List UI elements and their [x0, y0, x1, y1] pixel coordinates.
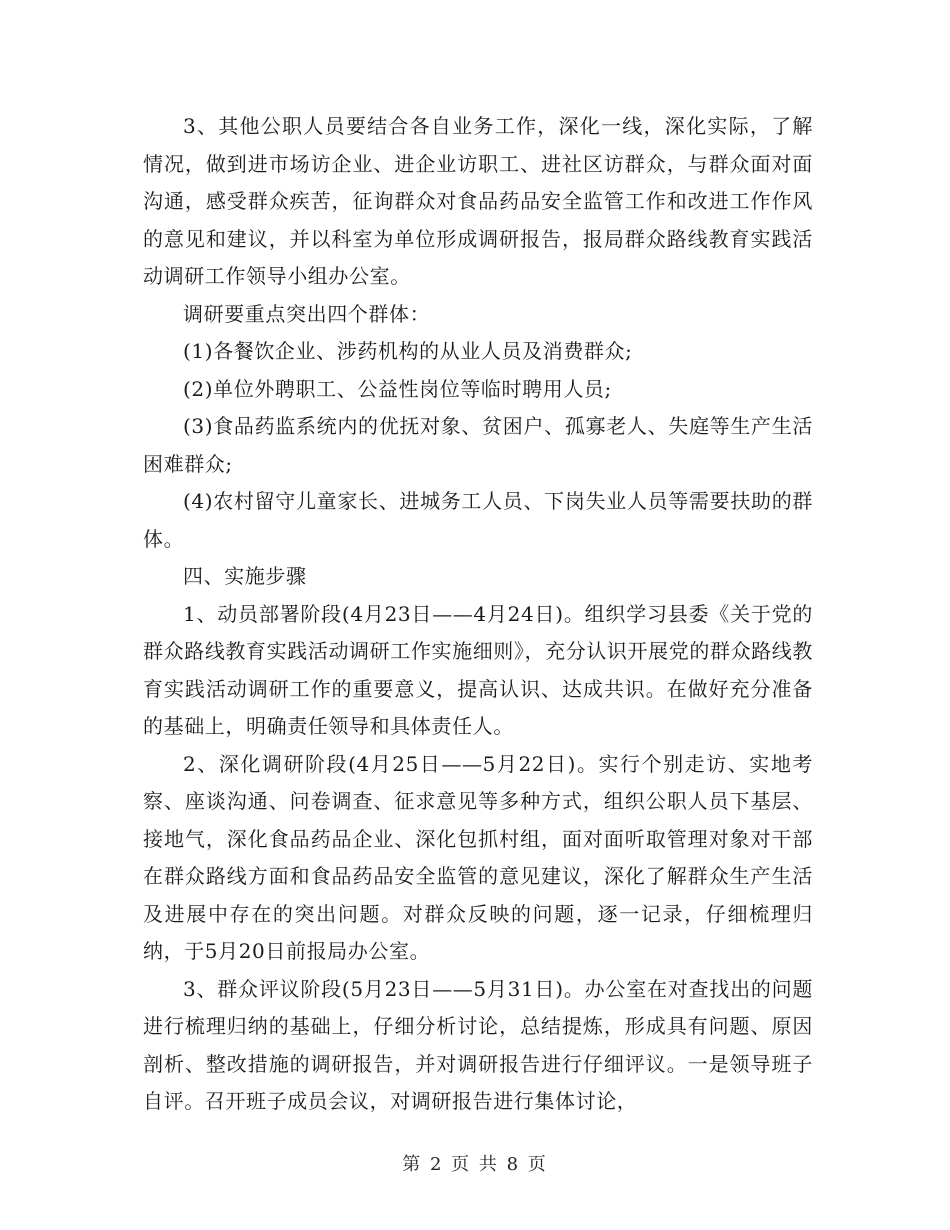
paragraph-item-3-other-staff: 3、其他公职人员要结合各自业务工作，深化一线，深化实际，了解情况，做到进市场访企业、进企业访职工、进社区访群众，与群众面对面沟通，感受群众疾苦，征询群众对食品药品安全监管工作和改进工作作风的意见和建议，并以科室为单位形成调研报告，报局群众路线教育实践活动调研工作领导小组办公室。	[143, 114, 813, 288]
paragraph-group-3: (3)食品药监系统内的优抚对象、贫困户、孤寡老人、失庭等生产生活困难群众;	[143, 414, 813, 476]
paragraph-step-1-mobilization: 1、动员部署阶段(4月23日——4月24日)。组织学习县委《关于党的群众路线教育实践活动调研工作实施细则》，充分认识开展党的群众路线教育实践活动调研工作的重要意义，提高认识、达成共识。在做好充分准备的基础上，明确责任领导和具体责任人。	[143, 601, 813, 738]
paragraph-step-2-research: 2、深化调研阶段(4月25日——5月22日)。实行个别走访、实地考察、座谈沟通、问卷调查、征求意见等多种方式，组织公职人员下基层、接地气，深化食品药品企业、深化包抓村组，面对面听取管理对象对干部在群众路线方面和食品药品安全监管的意见建议，深化了解群众生产生活及进展中存在的突出问题。对群众反映的问题，逐一记录，仔细梳理归纳，于5月20日前报局办公室。	[143, 751, 813, 963]
paragraph-group-2: (2)单位外聘职工、公益性岗位等临时聘用人员;	[183, 376, 612, 401]
section-heading-implementation-steps: 四、实施步骤	[183, 564, 307, 588]
paragraph-step-3-evaluation: 3、群众评议阶段(5月23日——5月31日)。办公室在对查找出的问题进行梳理归纳的基础上，仔细分析讨论，总结提炼，形成具有问题、原因剖析、整改措施的调研报告，并对调研报告进行仔细评议。一是领导班子自评。召开班子成员会议，对调研报告进行集体讨论，	[143, 976, 813, 1113]
paragraph-group-1: (1)各餐饮企业、涉药机构的从业人员及消费群众;	[183, 339, 633, 363]
page-number-footer: 第 2 页 共 8 页	[402, 1154, 548, 1175]
paragraph-group-4: (4)农村留守儿童家长、进城务工人员、下岗失业人员等需要扶助的群体。	[143, 489, 813, 551]
paragraph-four-groups-intro: 调研要重点突出四个群体：	[183, 301, 431, 326]
document-body	[143, 108, 813, 1121]
